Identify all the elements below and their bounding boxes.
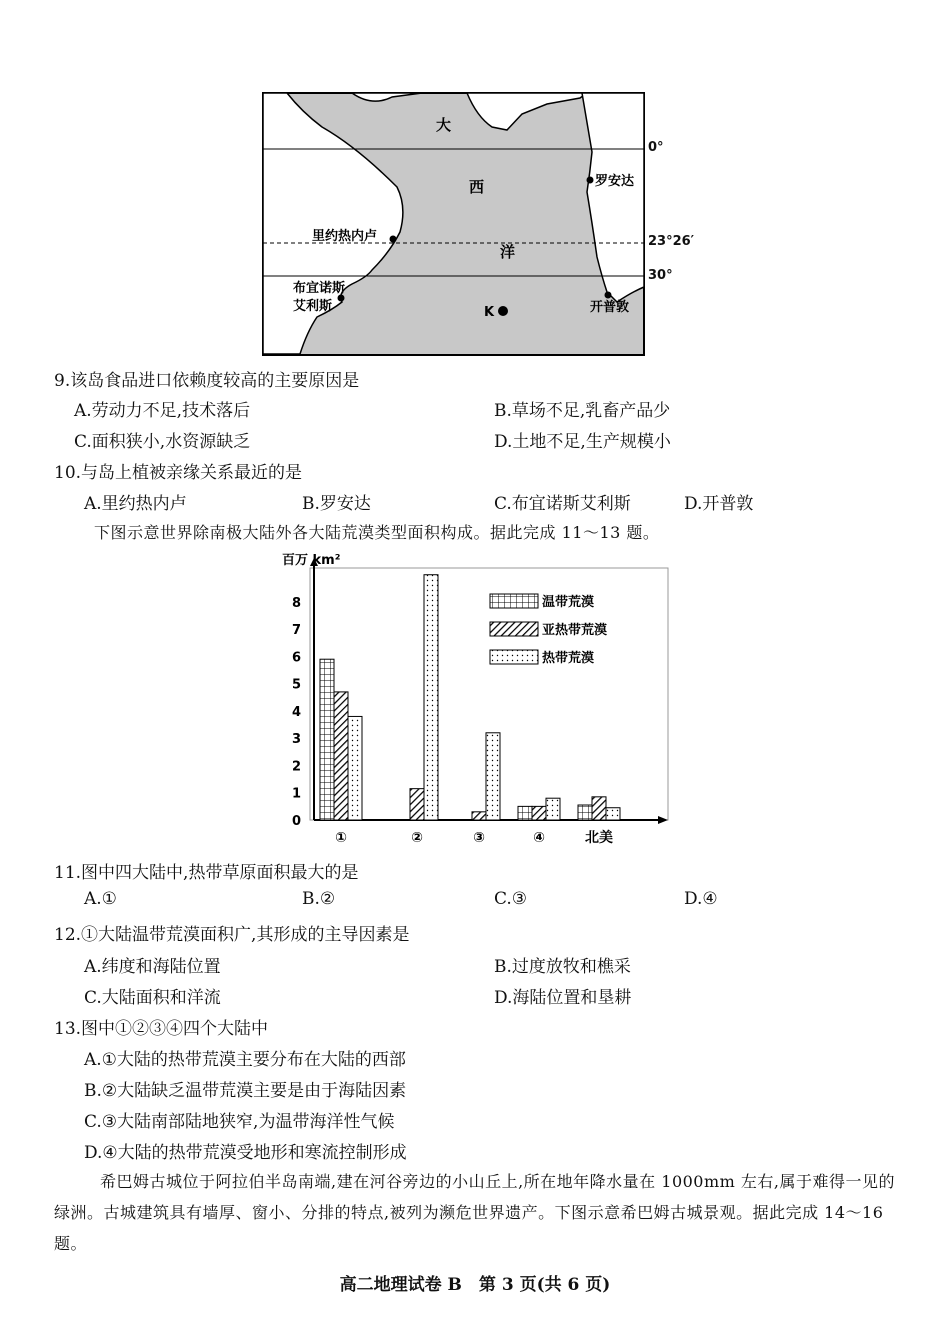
y-tick-label: 7 — [292, 623, 302, 639]
map-label-xi: 西 — [469, 178, 485, 196]
question-12-option-c[interactable]: C.大陆面积和洋流 — [84, 988, 221, 1008]
bar-dots — [486, 733, 500, 820]
question-10-option-b[interactable]: B.罗安达 — [302, 494, 371, 514]
question-10-option-d[interactable]: D.开普敦 — [684, 494, 754, 514]
bar-dots — [424, 575, 438, 820]
map-label-capetown: 开普敦 — [590, 300, 630, 315]
map-label-k: K — [484, 305, 495, 320]
bar-hatch — [472, 812, 486, 820]
legend-swatch-grid — [490, 594, 538, 608]
y-tick-label: 1 — [292, 786, 302, 802]
y-axis-label: 百万 km² — [282, 553, 341, 568]
x-tick-label: ① — [335, 830, 347, 846]
legend-swatch-hatch — [490, 622, 538, 636]
south-atlantic-map — [262, 92, 646, 356]
question-9-option-b[interactable]: B.草场不足,乳畜产品少 — [494, 401, 671, 421]
question-10-option-a[interactable]: A.里约热内卢 — [84, 494, 187, 514]
y-tick-label: 3 — [292, 732, 302, 748]
bar-grid — [518, 806, 532, 820]
bar-hatch — [532, 806, 546, 820]
map-label-da: 大 — [436, 116, 452, 134]
bar-dots — [348, 716, 362, 820]
k-island-dot — [498, 306, 508, 316]
intro-14-16: 希巴姆古城位于阿拉伯半岛南端,建在河谷旁边的小山丘上,所在地年降水量在 1000mm 左右,属于难得一见的绿洲。古城建筑具有墙厚、窗小、分排的特点,被列为濒危世界遗产。下图示意希巴姆古城景观。据此完成 14～16 题。 — [54, 1172, 895, 1253]
intro-11-13: 下图示意世界除南极大陆外各大陆荒漠类型面积构成。据此完成 11～13 题。 — [94, 523, 660, 542]
bar-hatch — [334, 692, 348, 820]
bar-hatch — [410, 789, 424, 820]
question-10-stem: 10.与岛上植被亲缘关系最近的是 — [54, 463, 303, 483]
bar-grid — [578, 805, 592, 820]
question-13-stem: 13.图中①②③④四个大陆中 — [54, 1019, 269, 1039]
question-13-option-b[interactable]: B.②大陆缺乏温带荒漠主要是由于海陆因素 — [84, 1081, 407, 1101]
question-12-option-d[interactable]: D.海陆位置和垦耕 — [494, 988, 632, 1008]
legend-label: 热带荒漠 — [542, 651, 595, 666]
y-tick-label: 0 — [292, 814, 302, 829]
question-9-option-d[interactable]: D.土地不足,生产规模小 — [494, 432, 671, 452]
map-label-luanda: 罗安达 — [595, 174, 635, 189]
question-11-stem: 11.图中四大陆中,热带草原面积最大的是 — [54, 863, 359, 883]
x-tick-label: 北美 — [585, 830, 613, 846]
legend-label: 亚热带荒漠 — [542, 623, 608, 638]
bar-hatch — [592, 797, 606, 820]
y-tick-label: 8 — [292, 595, 302, 611]
question-13-option-a[interactable]: A.①大陆的热带荒漠主要分布在大陆的西部 — [84, 1050, 406, 1070]
lat-label-30: 30° — [648, 268, 673, 283]
question-13-option-c[interactable]: C.③大陆南部陆地狭窄,为温带海洋性气候 — [84, 1112, 395, 1132]
question-9-stem: 9.该岛食品进口依赖度较高的主要原因是 — [54, 371, 360, 391]
question-12-option-a[interactable]: A.纬度和海陆位置 — [84, 957, 221, 977]
map-label-ba1: 布宜诺斯 — [293, 281, 346, 296]
lat-label-2326: 23°26′ — [648, 234, 695, 249]
lat-label-0: 0° — [648, 140, 664, 155]
question-11-option-b[interactable]: B.② — [302, 889, 336, 909]
question-9-option-c[interactable]: C.面积狭小,水资源缺乏 — [74, 432, 251, 452]
x-tick-label: ④ — [533, 830, 545, 846]
question-12-option-b[interactable]: B.过度放牧和樵采 — [494, 957, 631, 977]
question-13-option-d[interactable]: D.④大陆的热带荒漠受地形和寒流控制形成 — [84, 1143, 407, 1163]
question-9-option-a[interactable]: A.劳动力不足,技术落后 — [74, 401, 251, 421]
legend-swatch-dots — [490, 650, 538, 664]
luanda-dot — [587, 177, 594, 184]
bar-dots — [606, 808, 620, 820]
question-12-stem: 12.①大陆温带荒漠面积广,其形成的主导因素是 — [54, 925, 410, 945]
capetown-dot — [605, 292, 612, 299]
question-11-option-d[interactable]: D.④ — [684, 889, 718, 909]
y-tick-label: 5 — [292, 677, 302, 693]
question-10-option-c[interactable]: C.布宜诺斯艾利斯 — [494, 494, 631, 514]
legend-label: 温带荒漠 — [542, 595, 595, 610]
x-tick-label: ③ — [473, 830, 485, 846]
bar-grid — [320, 659, 334, 820]
rio-dot — [390, 236, 397, 243]
x-tick-label: ② — [411, 830, 423, 846]
map-label-yang: 洋 — [500, 243, 516, 261]
question-11-option-a[interactable]: A.① — [84, 889, 117, 909]
y-tick-label: 2 — [292, 759, 302, 775]
y-tick-label: 6 — [292, 650, 302, 666]
bar-dots — [546, 798, 560, 820]
desert-area-chart — [270, 548, 680, 848]
page-footer: 高二地理试卷 B 第 3 页(共 6 页) — [339, 1275, 611, 1295]
question-11-option-c[interactable]: C.③ — [494, 889, 528, 909]
y-tick-label: 4 — [292, 704, 302, 720]
map-label-ba2: 艾利斯 — [293, 299, 333, 314]
map-label-rio: 里约热内卢 — [312, 229, 378, 244]
